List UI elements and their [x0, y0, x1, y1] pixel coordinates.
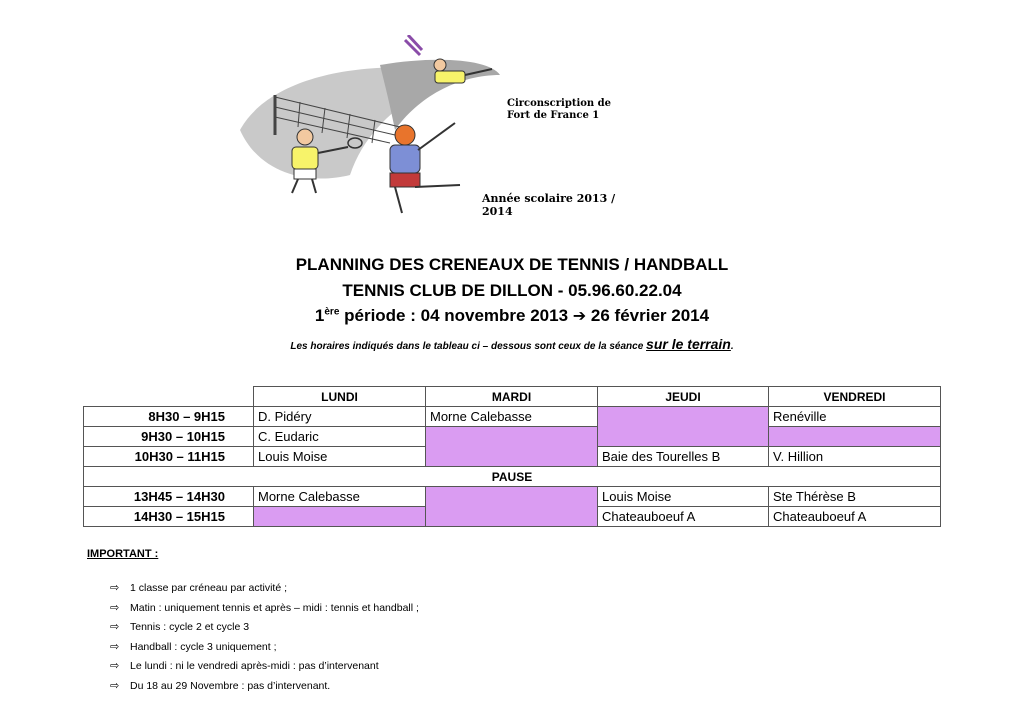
- arrow-bullet-icon: ⇨: [110, 620, 120, 634]
- cell-jeudi: Louis Moise: [598, 487, 769, 507]
- cell-jeudi: Chateauboeuf A: [598, 507, 769, 527]
- cell-lundi: Morne Calebasse: [254, 487, 426, 507]
- list-item: ⇨ Du 18 au 29 Novembre : pas d’intervenant.: [110, 676, 419, 696]
- table-header-row: [84, 387, 941, 407]
- cell-jeudi: Baie des Tourelles B: [598, 447, 769, 467]
- cell-vendredi: Renéville: [769, 407, 941, 427]
- handball-player-icon: [390, 123, 460, 213]
- period-title: 1ère période : 04 novembre 2013 ➔ 26 février 2014: [314, 306, 710, 325]
- arrow-bullet-icon: ⇨: [110, 581, 120, 594]
- header-lundi: LUNDI: [254, 387, 426, 407]
- header-vendredi: VENDREDI: [769, 387, 941, 407]
- school-year-label: Année scolaire 2013 / 2014: [482, 192, 616, 218]
- arrow-right-icon: ➔: [572, 306, 587, 325]
- header-jeudi: JEUDI: [598, 387, 769, 407]
- table-row: [84, 487, 941, 507]
- important-heading: IMPORTANT :: [87, 548, 159, 560]
- cell-empty: [769, 427, 941, 447]
- cell-mardi: Morne Calebasse: [426, 407, 598, 427]
- arrow-bullet-icon: ⇨: [110, 659, 120, 673]
- list-item: ⇨ Handball : cycle 3 uniquement ;: [110, 637, 419, 657]
- schedule-table: [83, 386, 941, 527]
- cell-empty: [598, 407, 769, 447]
- cell-empty: [254, 507, 426, 527]
- list-item: ⇨ Matin : uniquement tennis et après – midi : tennis et handball ;: [110, 598, 419, 618]
- arrow-bullet-icon: ⇨: [110, 678, 120, 692]
- time-slot: 8H30 – 9H15: [84, 407, 254, 427]
- cell-vendredi: Ste Thérèse B: [769, 487, 941, 507]
- list-item: ⇨ Le lundi : ni le vendredi après-midi : pas d’intervenant: [110, 656, 419, 676]
- important-list: [110, 578, 419, 696]
- list-item: ⇨ Tennis : cycle 2 et cycle 3: [110, 617, 419, 637]
- header-mardi: MARDI: [426, 387, 598, 407]
- time-slot: 10H30 – 11H15: [84, 447, 254, 467]
- cell-empty: [426, 487, 598, 527]
- table-row: [84, 427, 941, 447]
- cell-lundi: Louis Moise: [254, 447, 426, 467]
- cell-vendredi: Chateauboeuf A: [769, 507, 941, 527]
- time-slot: 14H30 – 15H15: [84, 507, 254, 527]
- cell-empty: [426, 427, 598, 467]
- cell-lundi: C. Eudaric: [254, 427, 426, 447]
- table-row: [84, 407, 941, 427]
- circonscription-label: Circonscription de Fort de France 1: [507, 98, 612, 121]
- time-slot: 13H45 – 14H30: [84, 487, 254, 507]
- arrow-bullet-icon: ⇨: [110, 600, 120, 614]
- pause-row: [84, 467, 941, 487]
- cell-vendredi: V. Hillion: [769, 447, 941, 467]
- arrow-bullet-icon: ⇨: [110, 639, 120, 653]
- header-corner: [84, 387, 254, 407]
- sports-illustration: [230, 35, 520, 220]
- club-contact-title: TENNIS CLUB DE DILLON - 05.96.60.22.04: [342, 281, 682, 300]
- page-title: PLANNING DES CRENEAUX DE TENNIS / HANDBALL: [295, 255, 729, 274]
- time-slot: 9H30 – 10H15: [84, 427, 254, 447]
- pause-label: PAUSE: [84, 467, 941, 487]
- list-item: ⇨ 1 classe par créneau par activité ;: [110, 578, 419, 598]
- cell-lundi: D. Pidéry: [254, 407, 426, 427]
- schedule-note: Les horaires indiqués dans le tableau ci – dessous sont ceux de la séance sur le terrain.: [290, 336, 734, 352]
